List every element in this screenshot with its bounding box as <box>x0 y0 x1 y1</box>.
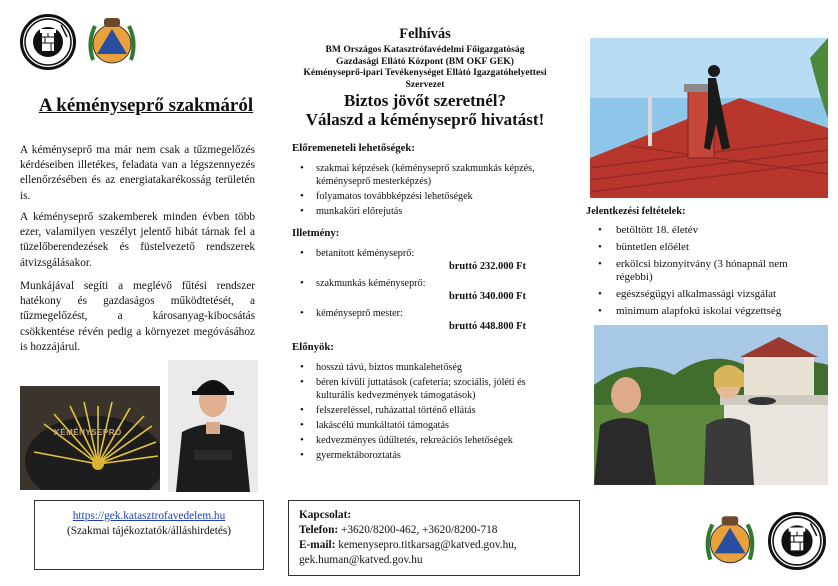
slogan-1: Biztos jövőt szeretnél? <box>343 91 507 110</box>
salary-amount: bruttó 232.000 Ft <box>448 261 526 272</box>
salary-item <box>292 277 547 303</box>
list-item: • béren kívüli juttatások (cafeteria; szociális, jóléti és kulturális kedvezmények támogatások) <box>292 376 554 402</box>
contact-title: Kapcsolat: <box>299 509 352 521</box>
disaster-management-logo <box>83 12 141 72</box>
sweep-portrait-photo <box>168 360 258 492</box>
salary-label: szakmunkás kéményseprő: <box>316 278 426 289</box>
salary-item <box>292 247 547 273</box>
list-item: • szakmai képzések (kéményseprő szakmunkás képzés, kéményseprő mesterképzés) <box>292 162 547 188</box>
left-paragraph-3: Munkájával segíti a meglévő fűtési rendszer hatékony és gazdaságos működtetését, a tűzmegelőzést, a károsanyag-kibocsátás csökkentése révén pedig a környezet megóvásához is hozzájárul. <box>20 280 255 353</box>
list-item: • büntetlen előélet <box>586 241 811 255</box>
advancement-title: Előremeneteli lehetőségek: <box>292 142 416 154</box>
contact-email-row <box>299 538 569 553</box>
org-line-1: BM Országos Katasztrófavédelmi Főigazgatóság <box>325 44 525 55</box>
phone-value: +3620/8200-462, +3620/8200-718 <box>340 524 498 536</box>
salary-title: Illetmény: <box>292 227 340 239</box>
website-link[interactable]: https://gek.katasztrofavedelem.hu <box>72 510 226 522</box>
salary-label: betanított kéményseprő: <box>316 248 415 259</box>
disaster-management-logo-bottom <box>700 510 760 572</box>
benefits-list <box>292 361 554 464</box>
requirements-list <box>586 224 811 322</box>
left-paragraph-2: A kéményseprő szakemberek minden évben több ezer, valamilyen veszélyt jelentő hibát tárnak fel a tüzelőberendezések és füstelvezető rendszerek átvizsgálásakor. <box>20 211 255 269</box>
list-item: • felszereléssel, ruházattal történő ellátás <box>292 404 554 417</box>
two-sweeps-photo <box>594 325 828 485</box>
jacket-text: KÉMÉNYSEPRŐ <box>54 428 122 437</box>
sweep-back-photo <box>20 386 160 490</box>
email-value-2[interactable]: gek.human@katved.gov.hu <box>299 554 423 566</box>
website-box <box>34 500 264 570</box>
salary-item <box>292 307 547 333</box>
phone-label: Telefon: <box>299 524 339 536</box>
roof-photo <box>590 38 828 198</box>
org-line-4: Szervezet <box>405 78 445 90</box>
list-item: • gyermektáboroztatás <box>292 449 554 462</box>
list-item: • lakáscélú munkáltatói támogatás <box>292 419 554 432</box>
list-item: • minimum alapfokú iskolai végzettség <box>586 305 811 319</box>
chimney-sweep-emblem-icon <box>23 17 73 67</box>
contact-phone-row <box>299 523 569 538</box>
salary-amount: bruttó 448.800 Ft <box>448 321 526 332</box>
chimney-sweep-emblem-icon <box>771 515 823 567</box>
list-item: • munkaköri előrejutás <box>292 205 547 218</box>
left-paragraph-1: A kéményseprő ma már nem csak a tűzmegelőzés kérdéseiben illetékes, feladata van a légszennyezés ellenőrzésében és az energiatakarékosság területén is. <box>20 144 255 202</box>
benefits-title: Előnyök: <box>292 341 335 353</box>
chimney-sweep-logo <box>20 14 76 70</box>
list-item: • kedvezményes üdültetés, rekreációs lehetőségek <box>292 434 554 447</box>
salary-amount: bruttó 340.000 Ft <box>448 291 526 302</box>
email-label: E-mail: <box>299 539 336 551</box>
slogan-2: Válaszd a kéményseprő hivatást! <box>305 110 545 129</box>
list-item: • folyamatos továbbképzési lehetőségek <box>292 190 547 203</box>
disaster-management-emblem-icon <box>83 12 141 72</box>
website-note: (Szakmai tájékoztatók/álláshirdetés) <box>66 525 232 537</box>
header-title: Felhívás <box>399 26 451 42</box>
org-line-3: Kéményseprő-ipari Tevékenységet Ellátó Igazgatóhelyettesi <box>303 67 547 79</box>
disaster-management-emblem-icon <box>700 510 760 572</box>
org-line-2: Gazdasági Ellátó Központ (BM OKF GEK) <box>336 55 514 67</box>
email-value-1[interactable]: kemenysepro.titkarsag@katved.gov.hu, <box>338 539 517 551</box>
advancement-list <box>292 162 547 220</box>
list-item: • betöltött 18. életév <box>586 224 811 238</box>
list-item: • hosszú távú, biztos munkalehetőség <box>292 361 554 374</box>
salary-list <box>292 247 547 335</box>
header-org <box>290 44 560 90</box>
salary-label: kéményseprő mester: <box>316 308 403 319</box>
list-item: • erkölcsi bizonyítvány (3 hónapnál nem régebbi) <box>586 258 811 286</box>
requirements-title: Jelentkezési feltételek: <box>586 206 686 217</box>
left-column-title: A kéményseprő szakmáról <box>38 95 254 116</box>
chimney-sweep-logo-bottom <box>768 512 826 570</box>
list-item: • egészségügyi alkalmassági vizsgálat <box>586 288 811 302</box>
contact-box <box>288 500 580 576</box>
